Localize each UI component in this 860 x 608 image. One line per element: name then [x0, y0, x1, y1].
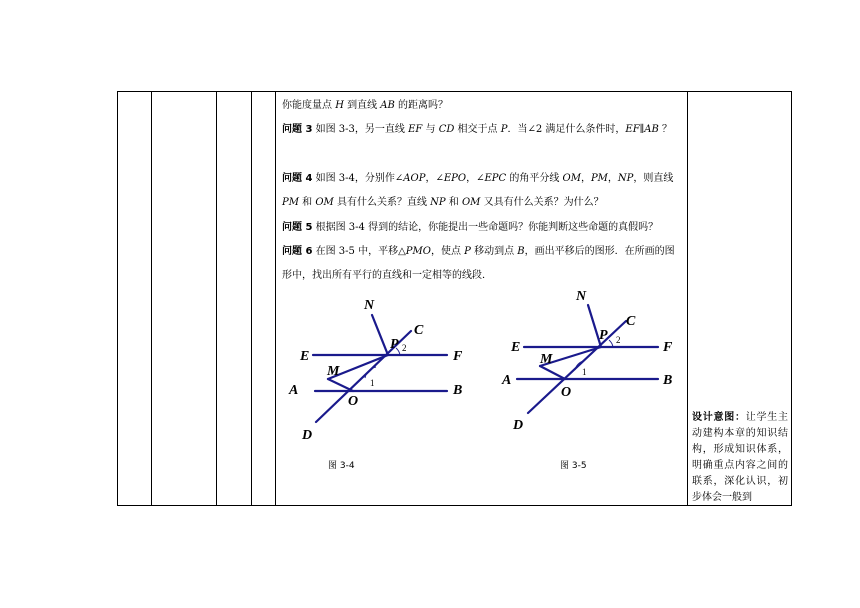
label-c: C	[414, 323, 424, 338]
figure-3-4	[285, 292, 485, 450]
design-intent-text: 让学生主动建构本章的知识结构，形成知识体系，明确重点内容之间的联系，深化认识，初步体会一般到	[692, 412, 788, 503]
label-d: D	[513, 418, 524, 433]
ray-om	[540, 366, 565, 379]
label-n: N	[576, 289, 587, 304]
column-divider	[151, 91, 152, 506]
label-f: F	[453, 349, 463, 364]
label-b: B	[663, 373, 673, 388]
lesson-text	[282, 94, 684, 289]
question-4: 问题 4 如图 3-4，分别作∠AOP，∠EPO，∠EPC 的角平分线 OM，PM，NP，则直线PM 和 OM 具有什么关系？直线 NP 和 OM 又具有什么关系？为什么？	[282, 172, 674, 209]
question-6: 问题 6 在图 3-5 中，平移△PMO，使点 P 移动到点 B，画出平移后的图形．在所画的图形中，找出所有平行的直线和一定相等的线段．	[282, 246, 675, 282]
label-a: A	[289, 383, 299, 398]
column-divider	[275, 91, 276, 506]
label-angle-1: 1	[370, 378, 375, 388]
label-c: C	[626, 314, 636, 329]
question-5: 问题 5 根据图 3-4 得到的结论，你能提出一些命题吗？你能判断这些命题的真假吗？	[282, 221, 659, 233]
label-n: N	[364, 298, 375, 313]
label-b: B	[453, 383, 463, 398]
line-distance-question: 你能度量点 H 到直线 AB 的距离吗？	[282, 100, 449, 111]
ray-pn	[372, 315, 388, 355]
label-o: O	[561, 385, 572, 400]
label-m: M	[540, 352, 553, 367]
label-e: E	[300, 349, 310, 364]
figure-3-5	[497, 285, 697, 443]
ray-om	[328, 379, 353, 391]
label-m: M	[327, 364, 340, 379]
label-d: D	[302, 428, 313, 443]
label-o: O	[348, 394, 359, 409]
label-e: E	[511, 340, 521, 355]
label-angle-2: 2	[402, 343, 407, 353]
label-angle-1: 1	[582, 367, 587, 377]
column-divider	[251, 91, 252, 506]
label-angle-2: 2	[616, 335, 621, 345]
design-intent-label: 设计意图：	[692, 412, 746, 423]
label-f: F	[663, 340, 673, 355]
label-p: P	[390, 337, 399, 352]
figure-3-5-caption: 图 3-5	[560, 461, 587, 471]
figure-3-4-caption: 图 3-4	[328, 461, 355, 471]
label-a: A	[502, 373, 512, 388]
label-p: P	[599, 328, 608, 343]
angle-1-arc	[365, 367, 376, 378]
column-divider	[216, 91, 217, 506]
design-intent-note	[692, 410, 788, 506]
question-3: 问题 3 如图 3-3，另一直线 EF 与 CD 相交于点 P．当∠2 满足什么条件时，EF∥AB ？	[282, 124, 673, 136]
